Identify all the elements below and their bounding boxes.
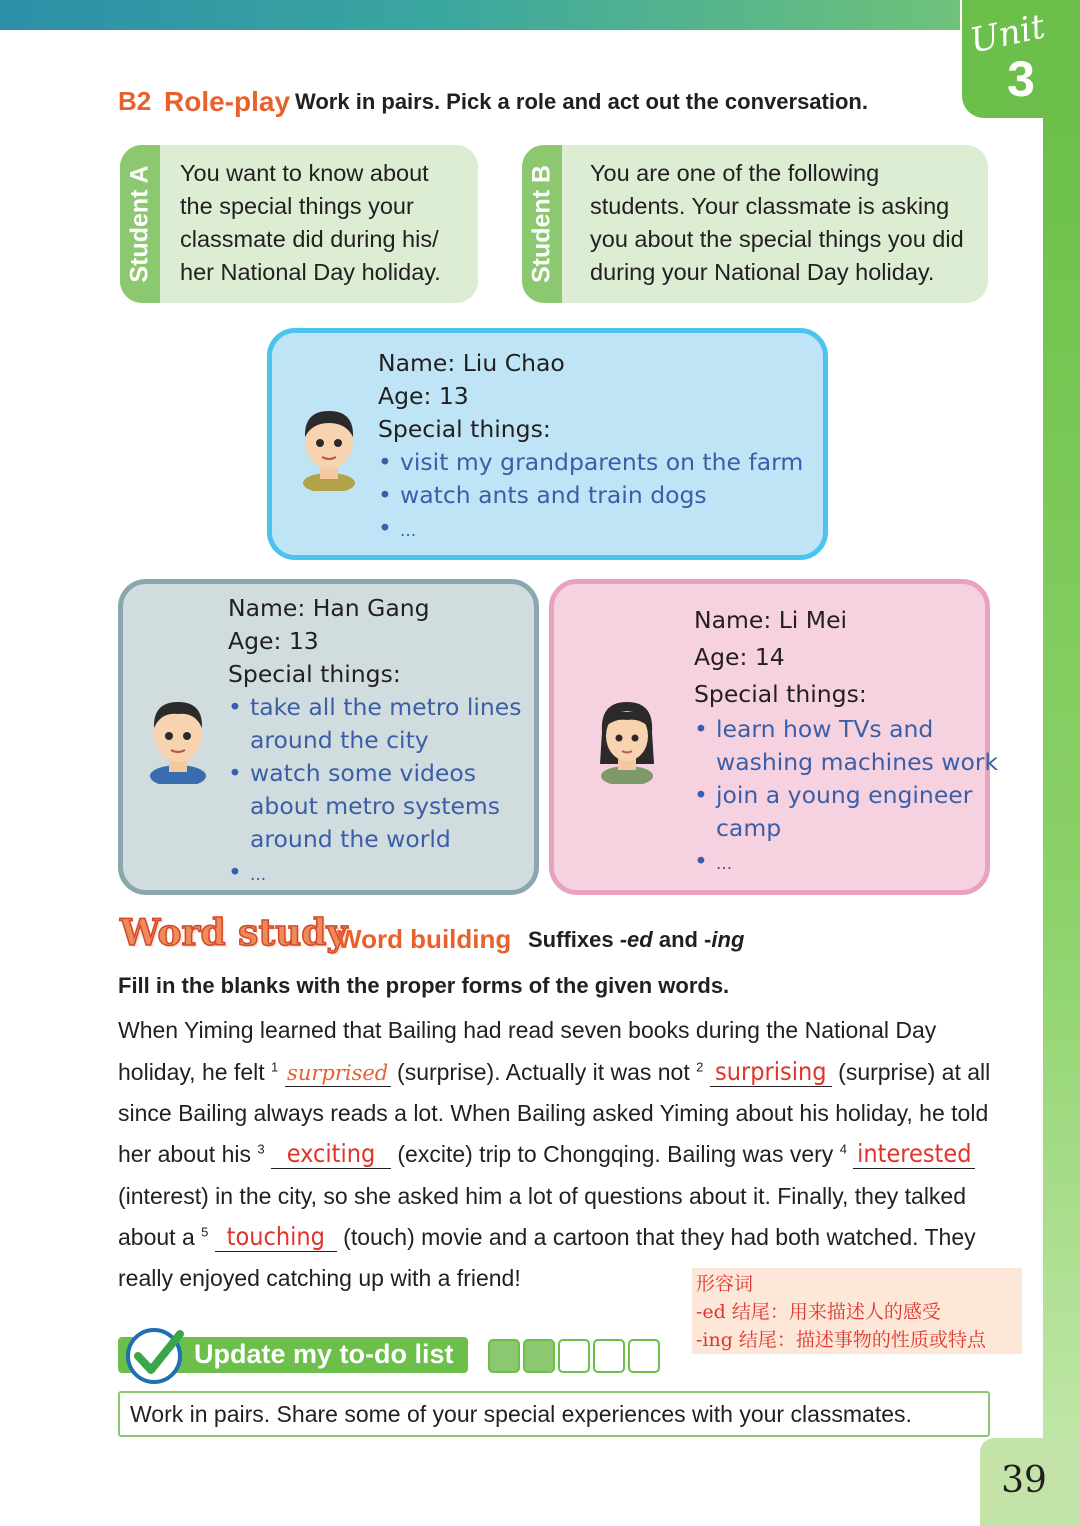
profile-age: Age: 14 <box>694 643 785 671</box>
passage-line: really enjoyed catching up with a friend! <box>118 1265 521 1291</box>
boy-avatar-icon <box>296 403 362 491</box>
progress-square <box>628 1339 660 1373</box>
unit-tab <box>962 0 1080 118</box>
section-instruction: Work in pairs. Pick a role and act out the conversation. <box>295 89 868 114</box>
answer-blank-1[interactable]: surprised <box>285 1059 391 1087</box>
boy-avatar-icon <box>145 696 211 784</box>
profile-special-label: Special things: <box>378 415 551 443</box>
role-line: You are one of the following <box>590 160 880 186</box>
todo-task: Work in pairs. Share some of your special experiences with your classmates. <box>118 1391 990 1437</box>
role-tab <box>120 145 160 303</box>
profile-special-label: Special things: <box>228 660 401 688</box>
profile-name: Name: Han Gang <box>228 594 430 622</box>
side-strip <box>1043 118 1080 1438</box>
section-code: B2 <box>118 86 152 116</box>
profile-age: Age: 13 <box>378 382 469 410</box>
role-line: during your National Day holiday. <box>590 259 935 285</box>
role-tab <box>522 145 562 303</box>
role-tab-label: Student A <box>125 165 154 283</box>
role-card-student-b <box>522 145 988 303</box>
profile-details <box>228 592 522 892</box>
progress-square <box>523 1339 555 1373</box>
list-item: • join a young engineer <box>694 781 973 809</box>
role-description <box>180 157 441 289</box>
list-item: washing machines work <box>716 748 999 776</box>
note-line: 形容词 <box>696 1273 754 1295</box>
passage-line: about a $^5$ touching (touch) movie and a cartoon that they had both watched. They <box>118 1222 976 1251</box>
answer-blank-3[interactable]: exciting <box>271 1139 391 1169</box>
profile-special-label: Special things: <box>694 680 867 708</box>
profile-age: Age: 13 <box>228 627 319 655</box>
list-item: • take all the metro lines <box>228 693 522 721</box>
role-line: You want to know about <box>180 160 429 186</box>
profile-details <box>694 602 998 881</box>
list-item: camp <box>716 814 782 842</box>
profile-card-li-mei <box>549 579 999 895</box>
checkmark-icon <box>124 1324 188 1386</box>
progress-square <box>488 1339 520 1373</box>
role-description <box>590 157 964 289</box>
note-line: -ed 结尾：用来描述人的感受 <box>696 1301 941 1323</box>
exercise-instruction: Fill in the blanks with the proper forms of the given words. <box>118 973 730 998</box>
role-line: you about the special things you did <box>590 226 964 252</box>
role-line: her National Day holiday. <box>180 259 441 285</box>
profile-details <box>378 347 803 548</box>
role-tab-label: Student B <box>527 164 556 284</box>
passage-line: When Yiming learned that Bailing had read seven books during the National Day <box>118 1017 937 1043</box>
passage-line: holiday, he felt $^1$ surprised (surprise). Actually it was not $^2$ surprising (surprise) at all <box>118 1057 991 1086</box>
list-item: • watch ants and train dogs <box>378 481 707 509</box>
role-line: students. Your classmate is asking <box>590 193 950 219</box>
profile-name: Name: Liu Chao <box>378 349 565 377</box>
role-line: classmate did during his/ <box>180 226 439 252</box>
answer-blank-5[interactable]: touching <box>215 1222 337 1252</box>
progress-square <box>558 1339 590 1373</box>
profile-card-liu-chao <box>267 328 828 560</box>
profile-name: Name: Li Mei <box>694 606 848 634</box>
list-item: • ... <box>694 847 733 875</box>
list-item: • visit my grandparents on the farm <box>378 448 804 476</box>
section-title: Role-play <box>164 86 291 117</box>
answer-blank-4[interactable]: interested <box>853 1139 975 1169</box>
list-item: • watch some videos <box>228 759 476 787</box>
word-study-title: Word study <box>120 912 348 954</box>
profile-card-han-gang <box>118 579 539 895</box>
list-item: • ... <box>228 858 267 886</box>
list-item: around the world <box>250 825 451 853</box>
passage-line: since Bailing always reads a lot. When Bailing asked Yiming about his holiday, he told <box>118 1100 989 1126</box>
suffix-heading: Suffixes -ed and -ing <box>528 927 745 952</box>
note-line: -ing 结尾：描述事物的性质或特点 <box>696 1329 986 1351</box>
list-item: • ... <box>378 514 417 542</box>
passage-line: (interest) in the city, so she asked him a lot of questions about it. Finally, they talked <box>118 1183 967 1209</box>
answer-blank-2[interactable]: surprising <box>710 1057 832 1087</box>
word-building-subtitle: Word building <box>337 924 512 954</box>
unit-number: 3 <box>1007 51 1035 107</box>
passage-line: her about his $^3$ exciting (excite) trip to Chongqing. Bailing was very $^4$ interested <box>118 1139 975 1169</box>
page-number: 39 <box>1001 1460 1047 1501</box>
todo-title: Update my to-do list <box>194 1339 454 1369</box>
unit-word: Unit <box>966 6 1049 62</box>
list-item: around the city <box>250 726 429 754</box>
girl-avatar-icon <box>594 696 660 784</box>
grammar-note <box>692 1268 1022 1354</box>
list-item: • learn how TVs and <box>694 715 934 743</box>
role-line: the special things your <box>180 193 414 219</box>
progress-square <box>593 1339 625 1373</box>
role-card-student-a <box>120 145 478 303</box>
top-banner <box>0 0 960 30</box>
list-item: about metro systems <box>250 792 501 820</box>
